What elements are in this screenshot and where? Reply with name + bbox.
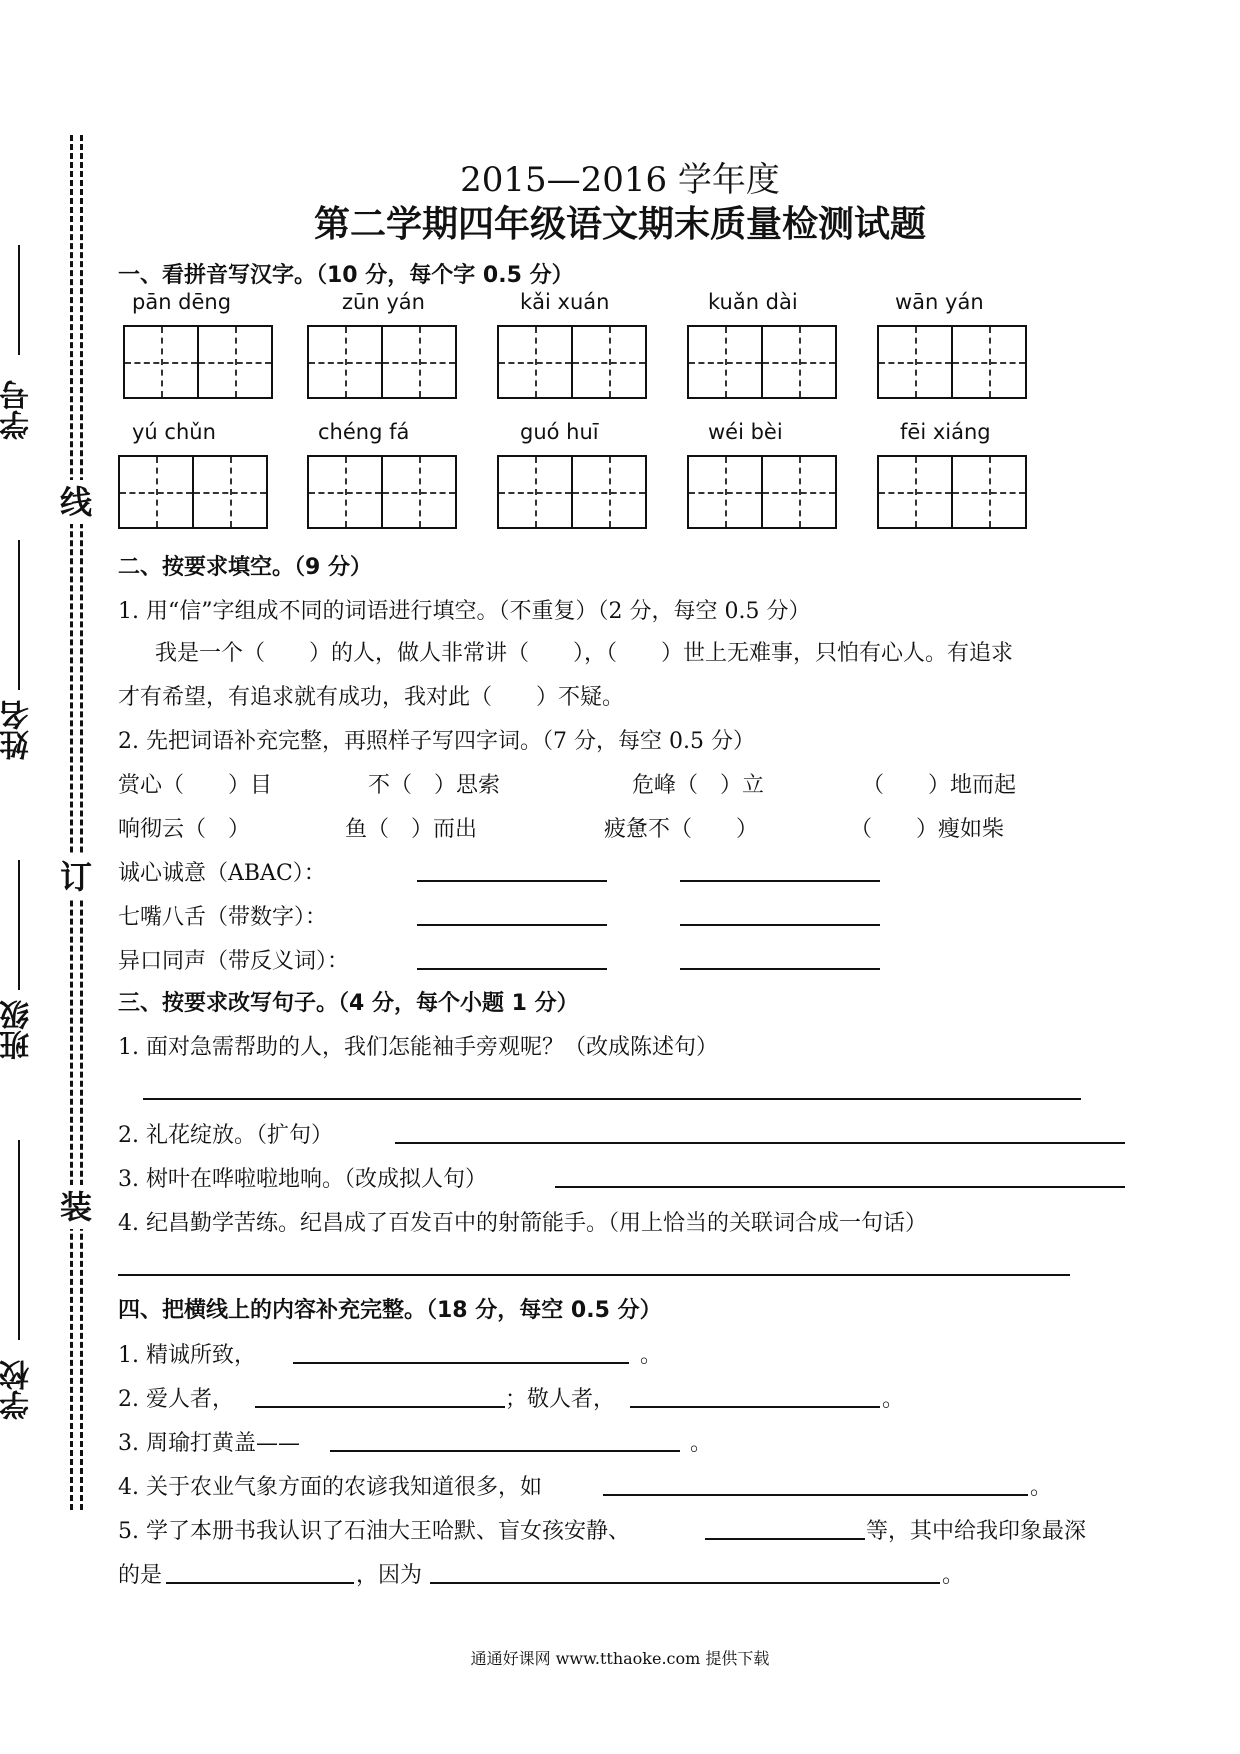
section4-heading: 四、把横线上的内容补充完整。（18 分，每空 0.5 分） — [118, 1298, 662, 1323]
writing-grid[interactable] — [118, 455, 268, 529]
answer-line[interactable] — [118, 1274, 1070, 1276]
idiom-fill: 不（ ）思索 — [368, 773, 501, 798]
pinyin-7: chéng fá — [318, 420, 410, 444]
writing-grid[interactable] — [687, 325, 837, 399]
s4-q5-because: ，因为 — [356, 1563, 423, 1588]
s4-q1-end: 。 — [640, 1343, 663, 1368]
idiom-fill: 疲惫不（ ） — [604, 817, 759, 842]
answer-line[interactable] — [430, 1582, 940, 1584]
idiom-fill: 鱼（ ）而出 — [345, 817, 478, 842]
writing-grid[interactable] — [497, 325, 647, 399]
writing-grid[interactable] — [877, 455, 1027, 529]
s4-q5-middle: 等，其中给我印象最深 — [866, 1519, 1087, 1544]
s3-question-1: 1. 面对急需帮助的人，我们怎能袖手旁观呢？（改成陈述句） — [118, 1035, 718, 1060]
s2-q1-sentence-2: 才有希望，有追求就有成功，我对此（ ）不疑。 — [118, 685, 625, 710]
writing-grid[interactable] — [123, 325, 273, 399]
writing-grid[interactable] — [687, 455, 837, 529]
exam-year: 2015—2016 学年度 — [460, 160, 780, 200]
pinyin-9: wéi bèi — [708, 420, 783, 444]
s4-q5-end: 。 — [942, 1563, 965, 1588]
idiom-fill: （ ）瘦如柴 — [850, 817, 1005, 842]
writing-grid[interactable] — [497, 455, 647, 529]
example-antonym: 异口同声（带反义词）： — [118, 949, 350, 974]
s2-question-1: 1. 用“信”字组成不同的词语进行填空。（不重复）（2 分，每空 0.5 分） — [118, 599, 811, 624]
example-number: 七嘴八舌（带数字）： — [118, 905, 328, 930]
footer-credit: 通通好课网 www.tthaoke.com 提供下载 — [470, 1649, 770, 1668]
idiom-fill: 危峰（ ）立 — [632, 773, 765, 798]
example-abac: 诚心诚意（ABAC）： — [118, 861, 326, 886]
answer-line[interactable] — [417, 924, 607, 926]
idiom-fill: （ ）地而起 — [862, 773, 1017, 798]
pinyin-10: fēi xiáng — [900, 420, 991, 444]
s4-question-3: 3. 周瑜打黄盖—— — [118, 1431, 300, 1456]
s4-q2-mid: ；敬人者， — [505, 1387, 616, 1412]
pinyin-6: yú chǔn — [132, 420, 216, 444]
pinyin-2: zūn yán — [342, 290, 425, 314]
name-label: 姓名 — [0, 700, 35, 760]
idiom-fill: 赏心（ ）目 — [118, 773, 273, 798]
answer-line[interactable] — [293, 1362, 629, 1364]
section1-heading: 一、看拼音写汉字。（10 分，每个字 0.5 分） — [118, 263, 574, 288]
answer-line[interactable] — [603, 1494, 1028, 1496]
s3-question-2: 2. 礼花绽放。（扩句） — [118, 1123, 333, 1148]
answer-line[interactable] — [630, 1406, 880, 1408]
answer-line[interactable] — [143, 1098, 1081, 1100]
writing-grid[interactable] — [307, 455, 457, 529]
s3-question-4: 4. 纪昌勤学苦练。纪昌成了百发百中的射箭能手。（用上恰当的关联词合成一句话） — [118, 1211, 927, 1236]
answer-line[interactable] — [680, 880, 880, 882]
s4-q3-end: 。 — [690, 1431, 713, 1456]
student-id-blank[interactable] — [18, 245, 20, 355]
idiom-fill: 响彻云（ ） — [118, 817, 251, 842]
answer-line[interactable] — [166, 1582, 354, 1584]
answer-line[interactable] — [395, 1142, 1125, 1144]
s4-question-2: 2. 爱人者， — [118, 1387, 234, 1412]
answer-line[interactable] — [680, 924, 880, 926]
pinyin-3: kǎi xuán — [520, 290, 610, 314]
binding-char-ding: 订 — [58, 855, 94, 899]
answer-line[interactable] — [330, 1450, 680, 1452]
writing-grid[interactable] — [307, 325, 457, 399]
s4-q4-end: 。 — [1030, 1475, 1053, 1500]
writing-grid[interactable] — [877, 325, 1027, 399]
exam-title: 第二学期四年级语文期末质量检测试题 — [313, 204, 926, 245]
answer-line[interactable] — [555, 1186, 1125, 1188]
binding-char-zhuang: 装 — [58, 1185, 94, 1229]
pinyin-1: pān dēng — [132, 290, 232, 314]
answer-line[interactable] — [680, 968, 880, 970]
class-blank[interactable] — [18, 860, 20, 990]
answer-line[interactable] — [705, 1538, 865, 1540]
s4-question-5: 5. 学了本册书我认识了石油大王哈默、盲女孩安静、 — [118, 1519, 630, 1544]
answer-line[interactable] — [417, 880, 607, 882]
s2-question-2: 2. 先把词语补充完整，再照样子写四字词。（7 分，每空 0.5 分） — [118, 729, 755, 754]
s4-question-1: 1. 精诚所致， — [118, 1343, 256, 1368]
section2-heading: 二、按要求填空。（9 分） — [118, 555, 372, 580]
answer-line[interactable] — [255, 1406, 505, 1408]
section3-heading: 三、按要求改写句子。（4 分，每个小题 1 分） — [118, 991, 579, 1016]
s2-q1-sentence-1: 我是一个（ ）的人，做人非常讲（ ），（ ）世上无难事，只怕有心人。有追求 — [155, 641, 1014, 666]
binding-char-xian: 线 — [58, 480, 94, 524]
class-label: 班级 — [0, 1000, 35, 1060]
s4-q5-continue: 的是 — [118, 1563, 163, 1588]
answer-line[interactable] — [417, 968, 607, 970]
student-id-label: 学号 — [0, 380, 35, 440]
s3-question-3: 3. 树叶在哗啦啦地响。（改成拟人句） — [118, 1167, 487, 1192]
pinyin-8: guó huī — [520, 420, 599, 444]
s4-question-4: 4. 关于农业气象方面的农谚我知道很多，如 — [118, 1475, 542, 1500]
school-label: 学校 — [0, 1360, 35, 1420]
binding-dashed-line-inner — [80, 135, 83, 1510]
s4-q2-end: 。 — [882, 1387, 905, 1412]
name-blank[interactable] — [18, 540, 20, 690]
pinyin-5: wān yán — [895, 290, 984, 314]
binding-dashed-line — [70, 135, 73, 1510]
pinyin-4: kuǎn dài — [708, 290, 798, 314]
school-blank[interactable] — [18, 1140, 20, 1340]
